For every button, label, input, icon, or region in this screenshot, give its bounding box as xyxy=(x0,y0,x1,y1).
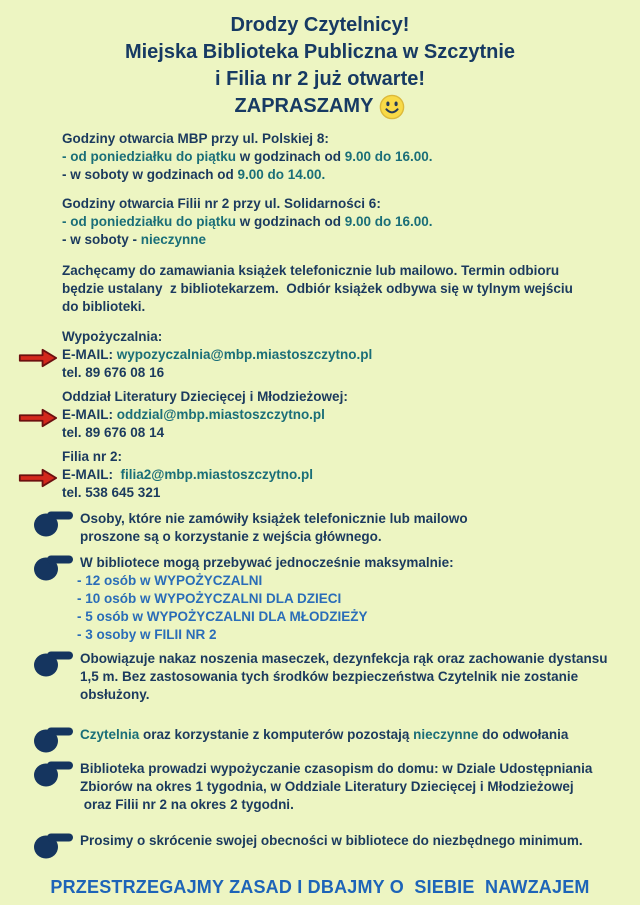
poster-body xyxy=(62,130,626,850)
smiley-emoji-icon xyxy=(379,94,405,120)
capacity-item: - 3 osoby w FILII NR 2 xyxy=(77,627,217,642)
poster-header xyxy=(0,0,640,120)
hours-filia-weekdays: - od poniedziałku do piątku w godzinach od 9.00 do 16.00. xyxy=(62,214,433,229)
ordering-paragraph xyxy=(62,262,626,316)
bullet-line: oraz Filii nr 2 na okres 2 tygodni. xyxy=(80,797,294,812)
contact-title: Oddział Literatury Dziecięcej i Młodzieżowej: xyxy=(62,389,348,404)
email-label: E-MAIL: xyxy=(62,347,117,362)
hours-mbp-weekdays: - od poniedziałku do piątku w godzinach od 9.00 do 16.00. xyxy=(62,149,433,164)
hours-filia-title: Godziny otwarcia Filii nr 2 przy ul. Solidarności 6: xyxy=(62,196,381,211)
contact-title: Filia nr 2: xyxy=(62,449,123,464)
hours-mbp-title: Godziny otwarcia MBP przy ul. Polskiej 8: xyxy=(62,131,329,146)
header-line-4-row xyxy=(0,93,640,120)
pointing-hand-icon xyxy=(34,829,76,859)
ordering-line-3: do biblioteki. xyxy=(62,299,146,314)
bullet-line: Biblioteka prowadzi wypożyczanie czasopism do domu: w Dziale Udostępniania xyxy=(80,761,593,776)
contact-title: Wypożyczalnia: xyxy=(62,329,163,344)
red-arrow-icon xyxy=(18,408,58,428)
contact-email-line xyxy=(62,346,626,364)
contact-phone: tel. 89 676 08 16 xyxy=(62,365,165,380)
pointing-hand-icon xyxy=(34,723,76,753)
capacity-list xyxy=(77,572,626,644)
hours-mbp-section xyxy=(62,130,626,184)
bullet-reading-room xyxy=(80,726,626,744)
contact-phone: tel. 538 645 321 xyxy=(62,485,161,500)
email-address: oddzial@mbp.miastoszczytno.pl xyxy=(116,407,325,422)
red-arrow-icon xyxy=(18,348,58,368)
bullet-periodicals xyxy=(80,760,626,814)
bullet-line: proszone są o korzystanie z wejścia głównego. xyxy=(80,529,382,544)
bullet-line: Prosimy o skrócenie swojej obecności w bibliotece do niezbędnego minimum. xyxy=(80,833,583,848)
pointing-hand-icon xyxy=(34,757,76,787)
bullet-main-entrance xyxy=(80,510,626,546)
ordering-line-2: będzie ustalany z bibliotekarzem. Odbiór książek odbywa się w tylnym wejściu xyxy=(62,281,573,296)
hours-filia-saturday: - w soboty - nieczynne xyxy=(62,232,207,247)
bullet-masks-distance xyxy=(80,650,626,704)
email-label: E-MAIL: xyxy=(62,407,117,422)
email-label: E-MAIL: xyxy=(62,467,121,482)
header-line-1: Drodzy Czytelnicy! xyxy=(230,14,410,36)
contact-wypozyczalnia xyxy=(62,328,626,382)
bullet-line: Czytelnia oraz korzystanie z komputerów pozostają nieczynne do odwołania xyxy=(80,727,569,742)
bullet-line: Zbiorów na okres 1 tygodnia, w Oddziale Literatury Dziecięcej i Młodzieżowej xyxy=(80,779,574,794)
zapraszamy-text: ZAPRASZAMY xyxy=(234,95,374,117)
contact-email-line xyxy=(62,406,626,424)
footer-slogan: PRZESTRZEGAJMY ZASAD I DBAJMY O SIEBIE NAWZAJEM xyxy=(50,877,590,897)
bullet-line: obsłużony. xyxy=(80,687,150,702)
capacity-item: - 5 osób w WYPOŻYCZALNI DLA MŁODZIEŻY xyxy=(77,609,368,624)
pointing-hand-icon xyxy=(34,551,76,581)
red-arrow-icon xyxy=(18,468,58,488)
bullet-short-visits xyxy=(80,832,626,850)
bullet-capacity xyxy=(77,554,626,644)
contact-oddzial xyxy=(62,388,626,442)
contact-filia2 xyxy=(62,448,626,502)
capacity-intro: W bibliotece mogą przebywać jednocześnie maksymalnie: xyxy=(80,555,454,570)
ordering-line-1: Zachęcamy do zamawiania książek telefonicznie lub mailowo. Termin odbioru xyxy=(62,263,560,278)
bullet-line: Osoby, które nie zamówiły książek telefonicznie lub mailowo xyxy=(80,511,468,526)
bullet-line: 1,5 m. Bez zastosowania tych środków bezpieczeństwa Czytelnik nie zostanie xyxy=(80,669,579,684)
pointing-hand-icon xyxy=(34,507,76,537)
contact-email-line xyxy=(62,466,626,484)
bullet-line: Obowiązuje nakaz noszenia maseczek, dezynfekcja rąk oraz zachowanie dystansu xyxy=(80,651,608,666)
hours-filia-section xyxy=(62,195,626,249)
email-address: filia2@mbp.miastoszczytno.pl xyxy=(120,467,313,482)
capacity-item: - 10 osób w WYPOŻYCZALNI DLA DZIECI xyxy=(77,591,342,606)
capacity-item: - 12 osób w WYPOŻYCZALNI xyxy=(77,573,263,588)
pointing-hand-icon xyxy=(34,647,76,677)
email-address: wypozyczalnia@mbp.miastoszczytno.pl xyxy=(116,347,373,362)
hours-mbp-saturday: - w soboty w godzinach od 9.00 do 14.00. xyxy=(62,167,326,182)
header-line-3: i Filia nr 2 już otwarte! xyxy=(214,68,426,90)
header-line-2: Miejska Biblioteka Publiczna w Szczytnie xyxy=(124,41,516,63)
contact-phone: tel. 89 676 08 14 xyxy=(62,425,165,440)
